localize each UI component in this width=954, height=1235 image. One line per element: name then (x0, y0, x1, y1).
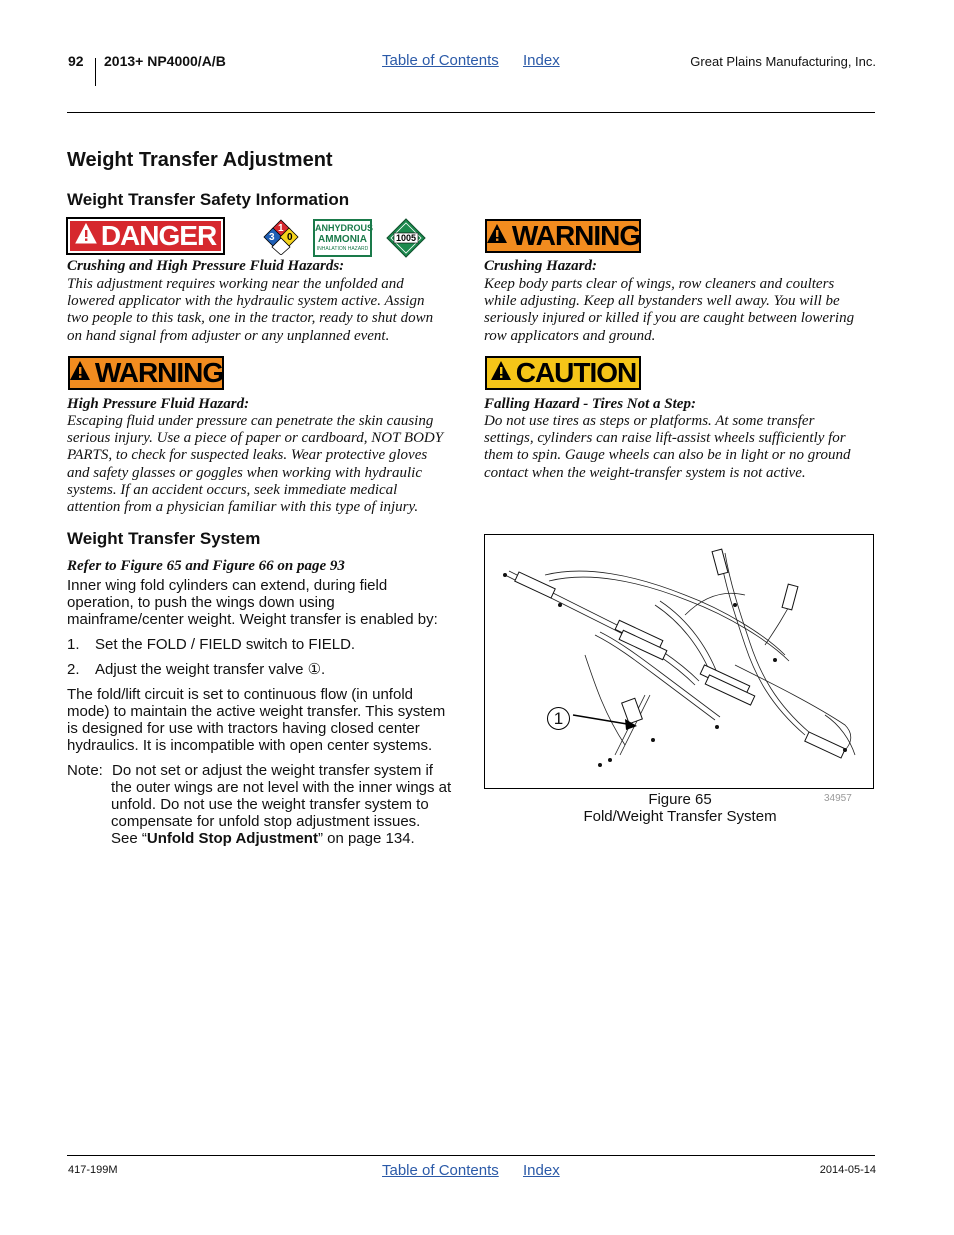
safety-heading: Weight Transfer Safety Information (67, 190, 350, 209)
caution-line: them to spin. Gauge wheels can also be in light or no ground (484, 447, 851, 464)
note-line: Do not set or adjust the weight transfer system if (112, 762, 433, 779)
un-number: 1005 (396, 233, 417, 243)
step-1 (67, 636, 356, 653)
note-see-suffix: ” on page 134. (317, 830, 415, 847)
caution-line: contact when the weight-transfer system is not active. (484, 464, 806, 481)
footer-toc-link[interactable]: Table of Contents (382, 1162, 499, 1179)
warning-label: WARNING (511, 220, 641, 251)
footer-index-link[interactable]: Index (523, 1162, 560, 1179)
intro-line: Inner wing fold cylinders can extend, during field (67, 577, 388, 594)
warning-line: and safety glasses or goggles when working with hydraulic (67, 464, 422, 481)
system-intro (67, 577, 467, 628)
footer-date: 2014-05-14 (819, 1164, 876, 1176)
toc-link[interactable]: Table of Contents (382, 52, 499, 69)
warning-line: Keep body parts clear of wings, row cleaners and coulters (484, 276, 835, 292)
note-line: unfold. Do not use the weight transfer system to (111, 796, 429, 813)
alert-triangle-icon (75, 220, 97, 252)
figure-65-box (484, 534, 874, 789)
nfpa-diamond-icon (263, 219, 299, 255)
note-line: compensate for unfold stop adjustment issues. (111, 813, 421, 830)
warning-sign-left (68, 356, 224, 390)
para-line: hydraulics. It is incompatible with open center systems. (67, 737, 433, 754)
caution-text (484, 413, 884, 482)
alert-triangle-icon (486, 220, 508, 252)
art-id: 34957 (824, 793, 852, 804)
caution-title: Falling Hazard - Tires Not a Step: (484, 396, 696, 412)
warning-line: serious injury. Use a piece of paper or cardboard, NOT BODY (67, 430, 444, 447)
para-line: is designed for use with tractors having closed center (67, 720, 420, 737)
page-title: Weight Transfer Adjustment (67, 149, 333, 171)
danger-text (67, 276, 467, 345)
warning-line: PARTS, to check for suspected leaks. Wear protective gloves (67, 447, 428, 464)
un-placard-icon (386, 218, 426, 258)
note-line: the outer wings are not level with the inner wings at (111, 779, 452, 796)
warning-line: Escaping fluid under pressure can penetrate the skin causing (67, 413, 434, 429)
page-number: 92 (68, 53, 84, 69)
step-text: Set the FOLD / FIELD switch to FIELD. (95, 636, 356, 653)
hydraulic-system-diagram (485, 535, 873, 788)
warning-line: attention from a physician familiar with this type of injury. (67, 499, 419, 516)
warning-text-left (67, 413, 467, 516)
note-see-prefix: See “ (111, 830, 147, 847)
caution-label: CAUTION (515, 357, 637, 388)
ammonia-line3: INHALATION HAZARD (316, 246, 369, 252)
figure-reference: Refer to Figure 65 and Figure 66 on page 93 (67, 558, 345, 574)
caution-line: settings, cylinders can raise lift-assist wheels sufficiently for (484, 430, 846, 447)
caution-line: Do not use tires as steps or platforms. At some transfer (484, 413, 815, 429)
figure-number: Figure 65 (648, 791, 712, 808)
warning-line: while adjusting. Keep all bystanders well away. You will be (484, 293, 840, 310)
alert-triangle-icon (490, 357, 512, 389)
warning-sign-right (485, 219, 641, 253)
note-see-line (111, 830, 471, 847)
system-paragraph (67, 686, 467, 754)
step-number: 1. (67, 636, 80, 653)
warning-line: systems. If an accident occurs, seek immediate medical (67, 481, 398, 498)
danger-line: lowered applicator with the hydraulic system active. Assign (67, 293, 425, 310)
step-text: Adjust the weight transfer valve ①. (95, 661, 326, 678)
note-text (111, 762, 471, 847)
model-name: 2013+ NP4000/A/B (104, 53, 226, 69)
nfpa-flammability: 1 (278, 223, 284, 234)
warning-line: row applicators and ground. (484, 327, 656, 344)
intro-line: mainframe/center weight. Weight transfer is enabled by: (67, 611, 438, 628)
caution-sign (485, 356, 641, 390)
figure-caption (484, 791, 876, 825)
figure-title: Fold/Weight Transfer System (583, 808, 777, 825)
danger-title: Crushing and High Pressure Fluid Hazards: (67, 258, 345, 274)
note-label: Note: (67, 762, 103, 779)
anhydrous-ammonia-sign (313, 219, 372, 257)
footer-rule (67, 1155, 875, 1156)
intro-line: operation, to push the wings down using (67, 594, 335, 611)
nfpa-health: 3 (269, 232, 275, 243)
para-line: mode) to maintain the active weight transfer. This system (67, 703, 446, 720)
danger-label: DANGER (100, 220, 217, 251)
nfpa-reactivity: 0 (287, 232, 293, 243)
warning-label: WARNING (94, 357, 224, 388)
company-name: Great Plains Manufacturing, Inc. (690, 54, 876, 69)
step-number: 2. (67, 661, 80, 678)
unfold-stop-link[interactable]: Unfold Stop Adjustment (146, 830, 318, 847)
warning-title-right: Crushing Hazard: (484, 258, 597, 274)
ammonia-line2: AMMONIA (318, 234, 367, 245)
para-line: The fold/lift circuit is set to continuous flow (in unfold (67, 686, 413, 703)
callout-1: 1 (547, 707, 570, 730)
doc-number: 417-199M (68, 1164, 118, 1176)
warning-title-left: High Pressure Fluid Hazard: (67, 396, 250, 412)
step-2 (67, 661, 326, 678)
index-link[interactable]: Index (523, 52, 560, 69)
ammonia-line1: ANHYDROUS (315, 223, 374, 233)
danger-line: on hand signal from adjuster or any unplanned event. (67, 327, 390, 344)
warning-text-right (484, 276, 884, 345)
danger-sign (68, 219, 223, 253)
header-rule (67, 112, 875, 113)
danger-line: This adjustment requires working near the unfolded and (67, 276, 404, 292)
danger-line: two people to this task, one in the tractor, ready to shut down (67, 310, 434, 327)
alert-triangle-icon (69, 357, 91, 389)
system-heading: Weight Transfer System (67, 529, 261, 548)
header-divider (95, 58, 96, 86)
warning-line: seriously injured or killed if you are caught between lowering (484, 310, 855, 327)
